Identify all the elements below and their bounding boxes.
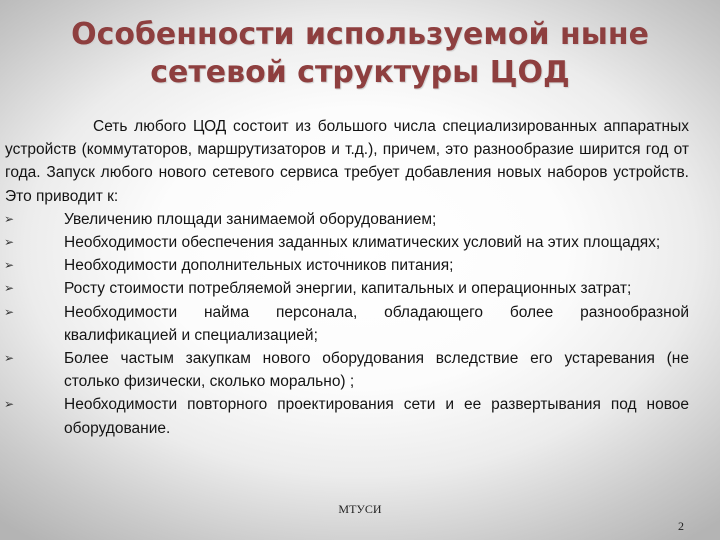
slide-title-line-2: сетевой структуры ЦОД <box>150 55 570 90</box>
footer-organization: МТУСИ <box>338 502 382 516</box>
arrow-bullet-icon: ➢ <box>4 397 15 412</box>
bullet-item <box>5 347 689 393</box>
bullet-item <box>5 208 689 231</box>
page-number: 2 <box>678 519 684 533</box>
arrow-bullet-icon: ➢ <box>4 304 15 319</box>
slide-title <box>30 16 690 92</box>
slide-body <box>5 115 689 440</box>
bullet-text: Необходимости дополнительных источников питания; <box>64 257 454 275</box>
bullet-item <box>5 277 689 300</box>
arrow-bullet-icon: ➢ <box>4 211 15 226</box>
bullet-text: Необходимости найма персонала, обладающего более разнообразной квалификацией и специализацией; <box>64 303 689 344</box>
bullet-text: Увеличению площади занимаемой оборудованием; <box>64 210 437 228</box>
bullet-text: Росту стоимости потребляемой энергии, капитальных и операционных затрат; <box>64 280 632 298</box>
arrow-bullet-icon: ➢ <box>4 258 15 273</box>
bullet-item <box>5 231 689 254</box>
bullet-text: Более частым закупкам нового оборудования вследствие его устаревания (не столько физически, сколько морально) ; <box>64 350 689 391</box>
intro-paragraph: Сеть любого ЦОД состоит из большого числа специализированных аппаратных устройств (коммутаторов, маршрутизаторов и т.д.), причем, это разнообразие ширится год от года. Запуск любого нового сетевого сервиса требует добавления новых наборов устройств. Это приводит к: <box>5 118 689 205</box>
arrow-bullet-icon: ➢ <box>4 351 15 366</box>
bullet-text: Необходимости обеспечения заданных климатических условий на этих площадях; <box>64 234 661 252</box>
bullet-list <box>5 208 689 440</box>
slide-title-line-1: Особенности используемой ныне <box>71 17 649 52</box>
arrow-bullet-icon: ➢ <box>4 235 15 250</box>
arrow-bullet-icon: ➢ <box>4 281 15 296</box>
bullet-text: Необходимости повторного проектирования сети и ее развертывания под новое оборудование. <box>64 396 689 437</box>
bullet-item <box>5 393 689 439</box>
bullet-item <box>5 301 689 347</box>
bullet-item <box>5 254 689 277</box>
